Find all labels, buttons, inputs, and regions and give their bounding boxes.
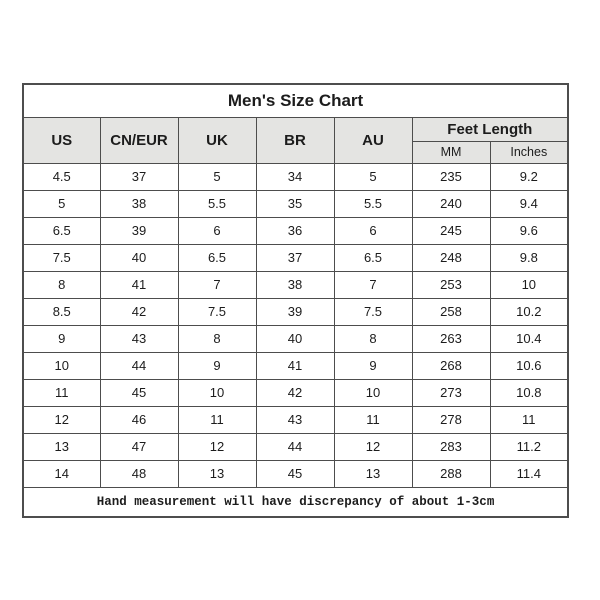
size-cell: 7 [334, 271, 412, 298]
size-chart-table [22, 83, 569, 518]
table-row [23, 460, 568, 487]
size-cell: 44 [100, 352, 178, 379]
table-row [23, 379, 568, 406]
size-cell: 11.4 [490, 460, 568, 487]
size-cell: 245 [412, 217, 490, 244]
size-cell: 268 [412, 352, 490, 379]
size-cell: 5 [334, 163, 412, 190]
column-header-us: US [23, 117, 100, 163]
size-cell: 4.5 [23, 163, 100, 190]
size-cell: 40 [100, 244, 178, 271]
size-cell: 14 [23, 460, 100, 487]
size-cell: 9.4 [490, 190, 568, 217]
size-cell: 10.4 [490, 325, 568, 352]
footer-row [23, 487, 568, 517]
column-header-feet-length: Feet Length [412, 117, 568, 141]
column-header-cn-eur: CN/EUR [100, 117, 178, 163]
size-cell: 39 [100, 217, 178, 244]
table-row [23, 406, 568, 433]
size-cell: 36 [256, 217, 334, 244]
size-cell: 42 [256, 379, 334, 406]
size-cell: 6 [178, 217, 256, 244]
size-cell: 6.5 [23, 217, 100, 244]
size-cell: 10 [23, 352, 100, 379]
column-header-uk: UK [178, 117, 256, 163]
size-cell: 5 [23, 190, 100, 217]
size-cell: 11 [23, 379, 100, 406]
size-cell: 10.2 [490, 298, 568, 325]
size-cell: 283 [412, 433, 490, 460]
size-cell: 8 [23, 271, 100, 298]
size-cell: 13 [334, 460, 412, 487]
size-cell: 7 [178, 271, 256, 298]
size-cell: 12 [178, 433, 256, 460]
size-cell: 7.5 [334, 298, 412, 325]
size-cell: 43 [256, 406, 334, 433]
size-cell: 288 [412, 460, 490, 487]
size-cell: 35 [256, 190, 334, 217]
table-row [23, 325, 568, 352]
size-cell: 48 [100, 460, 178, 487]
size-cell: 12 [334, 433, 412, 460]
size-cell: 41 [256, 352, 334, 379]
size-cell: 9.6 [490, 217, 568, 244]
chart-title: Men's Size Chart [23, 84, 568, 117]
column-subheader-mm: MM [412, 141, 490, 163]
size-cell: 37 [256, 244, 334, 271]
size-cell: 248 [412, 244, 490, 271]
size-cell: 235 [412, 163, 490, 190]
size-cell: 263 [412, 325, 490, 352]
size-cell: 8 [334, 325, 412, 352]
size-cell: 7.5 [178, 298, 256, 325]
table-row [23, 271, 568, 298]
size-cell: 37 [100, 163, 178, 190]
size-cell: 6.5 [334, 244, 412, 271]
column-header-au: AU [334, 117, 412, 163]
size-cell: 43 [100, 325, 178, 352]
size-cell: 10.6 [490, 352, 568, 379]
size-cell: 38 [256, 271, 334, 298]
size-cell: 258 [412, 298, 490, 325]
size-cell: 9.8 [490, 244, 568, 271]
table-row [23, 352, 568, 379]
size-cell: 10 [490, 271, 568, 298]
size-cell: 10 [178, 379, 256, 406]
size-cell: 11 [178, 406, 256, 433]
size-cell: 13 [178, 460, 256, 487]
size-cell: 6.5 [178, 244, 256, 271]
size-cell: 45 [256, 460, 334, 487]
table-row [23, 298, 568, 325]
size-cell: 5.5 [178, 190, 256, 217]
size-cell: 34 [256, 163, 334, 190]
size-cell: 5 [178, 163, 256, 190]
size-cell: 5.5 [334, 190, 412, 217]
size-cell: 38 [100, 190, 178, 217]
table-row [23, 217, 568, 244]
size-table-body [23, 163, 568, 487]
table-row [23, 163, 568, 190]
table-row [23, 433, 568, 460]
size-cell: 40 [256, 325, 334, 352]
header-row [23, 117, 568, 141]
size-cell: 9.2 [490, 163, 568, 190]
size-cell: 10.8 [490, 379, 568, 406]
size-cell: 42 [100, 298, 178, 325]
size-cell: 253 [412, 271, 490, 298]
size-cell: 46 [100, 406, 178, 433]
size-cell: 240 [412, 190, 490, 217]
size-cell: 11 [334, 406, 412, 433]
size-cell: 9 [334, 352, 412, 379]
size-cell: 9 [178, 352, 256, 379]
size-cell: 12 [23, 406, 100, 433]
size-cell: 45 [100, 379, 178, 406]
size-cell: 11 [490, 406, 568, 433]
column-header-br: BR [256, 117, 334, 163]
size-cell: 9 [23, 325, 100, 352]
size-cell: 10 [334, 379, 412, 406]
size-cell: 39 [256, 298, 334, 325]
size-cell: 8.5 [23, 298, 100, 325]
title-row [23, 84, 568, 117]
table-row [23, 190, 568, 217]
size-cell: 41 [100, 271, 178, 298]
size-cell: 6 [334, 217, 412, 244]
size-cell: 7.5 [23, 244, 100, 271]
column-subheader-inches: Inches [490, 141, 568, 163]
size-cell: 44 [256, 433, 334, 460]
size-cell: 8 [178, 325, 256, 352]
size-cell: 273 [412, 379, 490, 406]
size-cell: 278 [412, 406, 490, 433]
table-row [23, 244, 568, 271]
size-cell: 11.2 [490, 433, 568, 460]
size-cell: 13 [23, 433, 100, 460]
footer-note: Hand measurement will have discrepancy of about 1-3cm [23, 487, 568, 517]
size-cell: 47 [100, 433, 178, 460]
